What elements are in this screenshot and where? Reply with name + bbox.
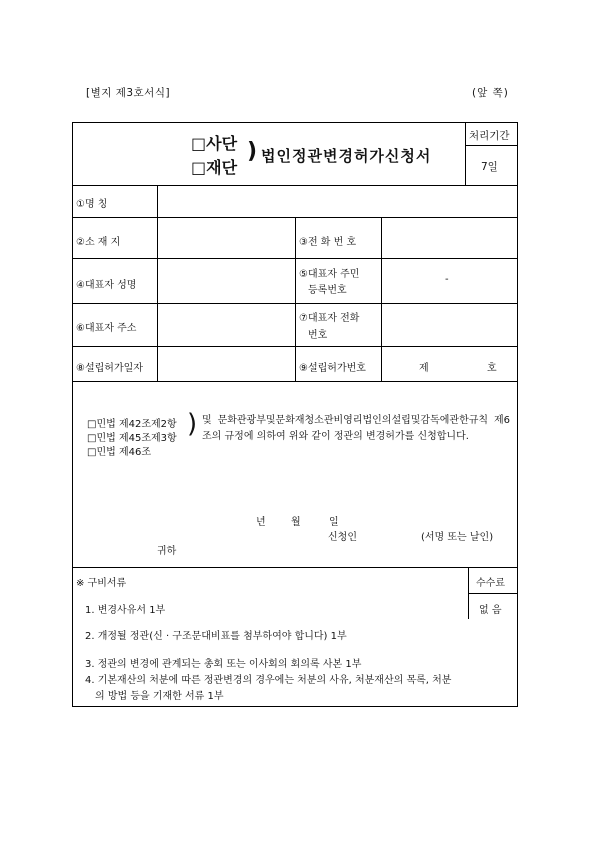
date-day: 일 [329, 517, 339, 528]
divider [295, 217, 296, 381]
document-item-2: 2. 개정될 정관(신 · 구조문대비표를 첨부하여야 합니다) 1부 [85, 631, 347, 642]
field-label-rep-phone-line2: 번호 [308, 330, 328, 341]
law-option-42-2: □민법 제42조제2항 [87, 419, 177, 430]
field-label-rep-name: ④대표자 성명 [76, 280, 137, 291]
divider [468, 567, 469, 619]
divider [157, 185, 158, 381]
field-label-est-date: ⑧설립허가일자 [76, 363, 143, 374]
processing-period-label: 처리기간 [469, 130, 510, 142]
form-number-label: [별지 제3호서식] [86, 87, 171, 99]
page-side-label: (앞 쪽) [472, 87, 509, 99]
field-label-address: ②소 재 지 [76, 237, 121, 248]
application-statement: 및 문화관광부및문화재청소관비영리법인의설립및감독에관한규칙 제6조의 규정에 의하여 위와 같이 정관의 변경허가를 신청합니다. [202, 415, 510, 442]
field-label-rep-address: ⑥대표자 주소 [76, 323, 137, 334]
corporation-type-option-foundation: □재단 [191, 158, 238, 177]
divider [465, 145, 518, 146]
divider [73, 381, 518, 382]
document-item-3: 3. 정관의 변경에 관계되는 총회 또는 이사회의 회의록 사본 1부 [85, 659, 362, 670]
document-item-4-cont: 의 방법 등을 기재한 서류 1부 [95, 691, 224, 702]
fee-label: 수수료 [476, 578, 505, 589]
corporation-type-option-association: □사단 [191, 134, 238, 153]
divider [73, 567, 518, 568]
est-number-je: 제 [419, 363, 429, 374]
form-title: 법인정관변경허가신청서 [261, 147, 432, 165]
field-label-rep-phone: ⑦대표자 전화 [299, 313, 360, 324]
field-label-est-number: ⑨설립허가번호 [299, 363, 366, 374]
field-label-name: ①명 칭 [76, 199, 108, 210]
divider [465, 123, 466, 185]
applicant-label: 신청인 [328, 532, 357, 543]
document-item-4: 4. 기본재산의 처분에 따른 정관변경의 경우에는 처분의 사유, 처분재산의 목록, 처분 [85, 675, 452, 686]
est-number-ho: 호 [487, 363, 497, 374]
fee-value: 없 음 [479, 605, 502, 616]
document-item-1: 1. 변경사유서 1부 [85, 605, 166, 616]
recipient-label: 귀하 [157, 546, 177, 557]
divider [73, 185, 518, 186]
required-documents-header: ※ 구비서류 [76, 578, 127, 589]
processing-period-value: 7일 [481, 161, 498, 173]
field-label-phone: ③전 화 번 호 [299, 237, 357, 248]
law-bracket: ) [187, 409, 198, 439]
law-option-45-3: □민법 제45조제3항 [87, 433, 177, 444]
date-year: 년 [256, 517, 266, 528]
signature-label: (서명 또는 날인) [421, 532, 494, 543]
rep-id-value: - [445, 274, 449, 285]
field-label-rep-id-line2: 등록번호 [308, 285, 347, 296]
law-option-46: □민법 제46조 [87, 447, 151, 458]
divider [468, 593, 518, 594]
divider [381, 217, 382, 381]
date-month: 월 [291, 517, 301, 528]
field-label-rep-id: ⑤대표자 주민 [299, 269, 360, 280]
title-bracket: ) [247, 139, 258, 164]
